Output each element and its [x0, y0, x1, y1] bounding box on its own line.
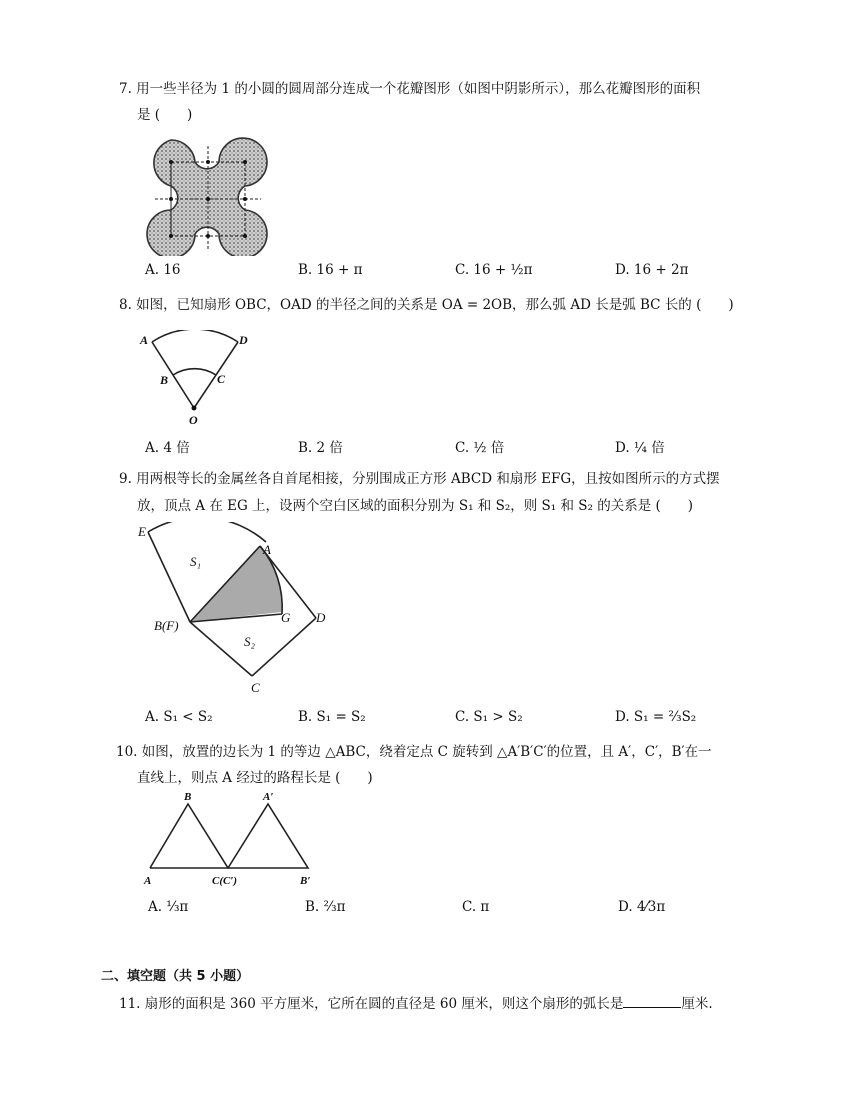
q10-line2: 直线上，则点 A 经过的路程长是 ( ) — [137, 770, 373, 786]
q9-label-s2: S₂ — [244, 634, 256, 649]
q10-label-a-prime: A′ — [263, 791, 274, 803]
q7-option-d[interactable]: D. 16 + 2π — [615, 262, 689, 278]
q8-label-c: C — [217, 372, 226, 386]
q8-label-a: A — [140, 333, 149, 347]
q8-sector-figure — [136, 330, 256, 426]
q10-option-a[interactable]: A. ⅓π — [148, 899, 189, 915]
q7-flower-figure — [141, 134, 273, 256]
q8-option-b[interactable]: B. 2 倍 — [298, 440, 343, 456]
q9-line2: 放，顶点 A 在 EG 上，设两个空白区域的面积分别为 S₁ 和 S₂，则 S₁ 和 S₂ 的关系是 ( ) — [137, 498, 694, 514]
q7-line2: 是 ( ) — [137, 107, 193, 123]
q9-option-a[interactable]: A. S₁ < S₂ — [145, 709, 213, 725]
q9-square-sector-figure — [130, 522, 340, 698]
q9-label-bf: B(F) — [154, 618, 179, 633]
q10-label-b-prime: B′ — [300, 875, 311, 887]
q10-option-c[interactable]: C. π — [462, 899, 490, 915]
q9-line1: 9. 用两根等长的金属丝各自首尾相接，分别围成正方形 ABCD 和扇形 EFG，且按如图所示的方式摆 — [119, 471, 720, 487]
section-fill-in-heading: 二、填空题（共 5 小题） — [101, 969, 250, 984]
q10-option-d[interactable]: D. 4⁄3π — [618, 899, 666, 915]
q11-text-after: 厘米. — [681, 996, 713, 1012]
q9-label-d: D — [316, 610, 326, 625]
q9-label-e: E — [138, 524, 146, 539]
q10-option-b[interactable]: B. ⅔π — [305, 899, 346, 915]
q7-option-a[interactable]: A. 16 — [145, 262, 181, 278]
q8-option-a[interactable]: A. 4 倍 — [145, 440, 190, 456]
q9-label-a: A — [263, 542, 271, 557]
q9-label-s1: S₁ — [190, 554, 202, 569]
q11 — [119, 991, 713, 1017]
q9-option-d[interactable]: D. S₁ = ⅔S₂ — [615, 709, 697, 725]
q10-label-a: A — [144, 875, 152, 887]
q8-label-o: O — [189, 413, 198, 426]
q11-text-before: 11. 扇形的面积是 360 平方厘米，它所在圆的直径是 60 厘米，则这个扇形的弧长是 — [119, 996, 624, 1012]
q9-label-g: G — [281, 610, 291, 625]
q8-label-d: D — [239, 333, 248, 347]
q9-option-b[interactable]: B. S₁ = S₂ — [298, 709, 366, 725]
q8-option-c[interactable]: C. ½ 倍 — [455, 440, 505, 456]
q11-answer-blank[interactable] — [623, 993, 681, 1008]
q7-line1: 7. 用一些半径为 1 的小圆的圆周部分连成一个花瓣图形（如图中阴影所示），那么花瓣图形的面积 — [119, 81, 701, 97]
q10-label-b: B — [184, 791, 192, 803]
q7-option-b[interactable]: B. 16 + π — [298, 262, 363, 278]
q8-label-b: B — [160, 373, 169, 387]
q10-line1: 10. 如图，放置的边长为 1 的等边 △ABC，绕着定点 C 旋转到 △A′B′C′的位置，且 A′，C′，B′在一 — [116, 744, 712, 760]
q10-triangle-figure — [140, 790, 320, 890]
q8-option-d[interactable]: D. ¼ 倍 — [615, 440, 665, 456]
q9-label-c: C — [251, 680, 260, 695]
q7-option-c[interactable]: C. 16 + ½π — [455, 262, 533, 278]
q9-option-c[interactable]: C. S₁ > S₂ — [455, 709, 523, 725]
q8-line1: 8. 如图，已知扇形 OBC，OAD 的半径之间的关系是 OA = 2OB，那么弧 AD 长是弧 BC 长的 ( ) — [119, 297, 734, 313]
q10-label-c: C(C′) — [212, 875, 238, 887]
